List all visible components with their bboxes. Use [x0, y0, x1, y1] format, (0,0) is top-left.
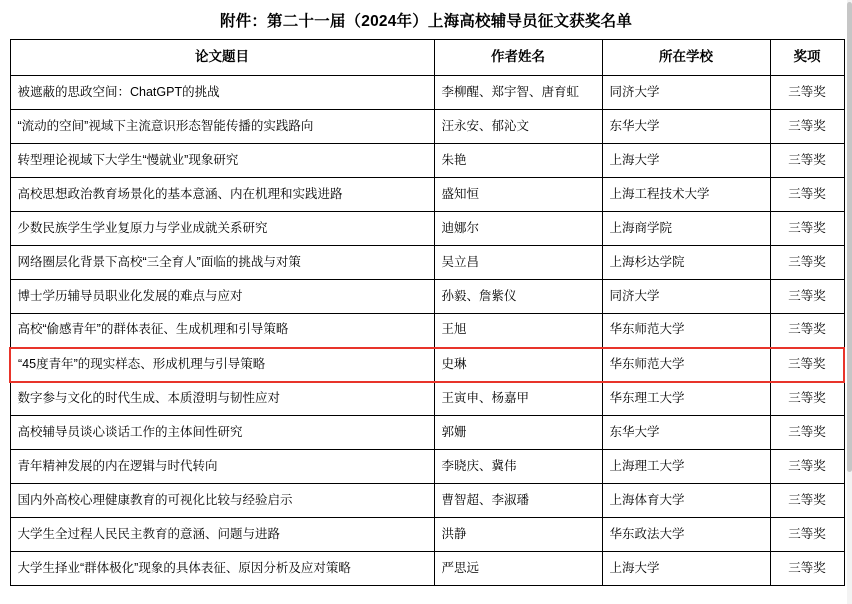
cell-prize: 三等奖 — [770, 280, 844, 314]
cell-school: 上海工程技术大学 — [602, 178, 770, 212]
scrollbar-thumb[interactable] — [847, 2, 852, 472]
table-row — [10, 178, 844, 212]
cell-prize: 三等奖 — [770, 518, 844, 552]
cell-title: 青年精神发展的内在逻辑与时代转向 — [10, 450, 434, 484]
cell-school: 上海理工大学 — [602, 450, 770, 484]
cell-prize: 三等奖 — [770, 552, 844, 586]
cell-title: 转型理论视域下大学生“慢就业”现象研究 — [10, 144, 434, 178]
column-header-author: 作者姓名 — [434, 40, 602, 76]
cell-author: 严思远 — [434, 552, 602, 586]
cell-prize: 三等奖 — [770, 484, 844, 518]
table-body — [10, 76, 844, 586]
cell-school: 上海商学院 — [602, 212, 770, 246]
cell-prize: 三等奖 — [770, 144, 844, 178]
cell-author: 王寅申、杨嘉甲 — [434, 382, 602, 416]
cell-school: 上海大学 — [602, 552, 770, 586]
cell-school: 上海杉达学院 — [602, 246, 770, 280]
table-row — [10, 382, 844, 416]
table-row — [10, 280, 844, 314]
cell-author: 洪静 — [434, 518, 602, 552]
table-row — [10, 416, 844, 450]
cell-title: 高校辅导员谈心谈话工作的主体间性研究 — [10, 416, 434, 450]
table-header — [10, 40, 844, 76]
cell-author: 王旭 — [434, 314, 602, 348]
award-list-table — [9, 39, 845, 586]
table-row — [10, 144, 844, 178]
cell-author: 吴立昌 — [434, 246, 602, 280]
cell-prize: 三等奖 — [770, 314, 844, 348]
cell-school: 华东师范大学 — [602, 348, 770, 382]
cell-title: 被遮蔽的思政空间：ChatGPT的挑战 — [10, 76, 434, 110]
cell-title: “45度青年”的现实样态、形成机理与引导策略 — [10, 348, 434, 382]
table-row — [10, 76, 844, 110]
cell-school: 上海大学 — [602, 144, 770, 178]
table-row-highlighted — [10, 348, 844, 382]
cell-author: 史琳 — [434, 348, 602, 382]
table-container — [0, 39, 852, 586]
cell-author: 李晓庆、冀伟 — [434, 450, 602, 484]
cell-title: 高校思想政治教育场景化的基本意涵、内在机理和实践进路 — [10, 178, 434, 212]
cell-prize: 三等奖 — [770, 178, 844, 212]
cell-prize: 三等奖 — [770, 348, 844, 382]
cell-school: 上海体育大学 — [602, 484, 770, 518]
cell-title: 国内外高校心理健康教育的可视化比较与经验启示 — [10, 484, 434, 518]
cell-school: 东华大学 — [602, 416, 770, 450]
cell-school: 华东师范大学 — [602, 314, 770, 348]
cell-author: 曹智超、李淑璠 — [434, 484, 602, 518]
cell-prize: 三等奖 — [770, 76, 844, 110]
cell-title: 少数民族学生学业复原力与学业成就关系研究 — [10, 212, 434, 246]
cell-title: 高校“偷感青年”的群体表征、生成机理和引导策略 — [10, 314, 434, 348]
cell-school: 东华大学 — [602, 110, 770, 144]
cell-author: 盛知恒 — [434, 178, 602, 212]
cell-school: 同济大学 — [602, 280, 770, 314]
table-row — [10, 552, 844, 586]
table-row — [10, 246, 844, 280]
table-row — [10, 518, 844, 552]
cell-school: 华东理工大学 — [602, 382, 770, 416]
table-header-row — [10, 40, 844, 76]
cell-title: 大学生择业“群体极化”现象的具体表征、原因分析及应对策略 — [10, 552, 434, 586]
cell-prize: 三等奖 — [770, 110, 844, 144]
cell-title: 数字参与文化的时代生成、本质澄明与韧性应对 — [10, 382, 434, 416]
table-row — [10, 450, 844, 484]
cell-prize: 三等奖 — [770, 450, 844, 484]
cell-author: 汪永安、郁沁文 — [434, 110, 602, 144]
cell-author: 朱艳 — [434, 144, 602, 178]
column-header-title: 论文题目 — [10, 40, 434, 76]
cell-school: 华东政法大学 — [602, 518, 770, 552]
page-title: 附件：第二十一届（2024年）上海高校辅导员征文获奖名单 — [219, 13, 633, 30]
table-row — [10, 314, 844, 348]
cell-school: 同济大学 — [602, 76, 770, 110]
table-row — [10, 110, 844, 144]
cell-author: 李柳醒、郑宇智、唐育虹 — [434, 76, 602, 110]
cell-prize: 三等奖 — [770, 212, 844, 246]
cell-author: 郭姗 — [434, 416, 602, 450]
column-header-prize: 奖项 — [770, 40, 844, 76]
cell-prize: 三等奖 — [770, 382, 844, 416]
table-row — [10, 212, 844, 246]
cell-title: 大学生全过程人民民主教育的意涵、问题与进路 — [10, 518, 434, 552]
table-row — [10, 484, 844, 518]
scrollbar-track[interactable] — [847, 0, 852, 604]
cell-author: 孙毅、詹紫仪 — [434, 280, 602, 314]
cell-prize: 三等奖 — [770, 416, 844, 450]
cell-title: 网络圈层化背景下高校“三全育人”面临的挑战与对策 — [10, 246, 434, 280]
cell-title: “流动的空间”视域下主流意识形态智能传播的实践路向 — [10, 110, 434, 144]
cell-prize: 三等奖 — [770, 246, 844, 280]
cell-author: 迪娜尔 — [434, 212, 602, 246]
column-header-school: 所在学校 — [602, 40, 770, 76]
cell-title: 博士学历辅导员职业化发展的难点与应对 — [10, 280, 434, 314]
